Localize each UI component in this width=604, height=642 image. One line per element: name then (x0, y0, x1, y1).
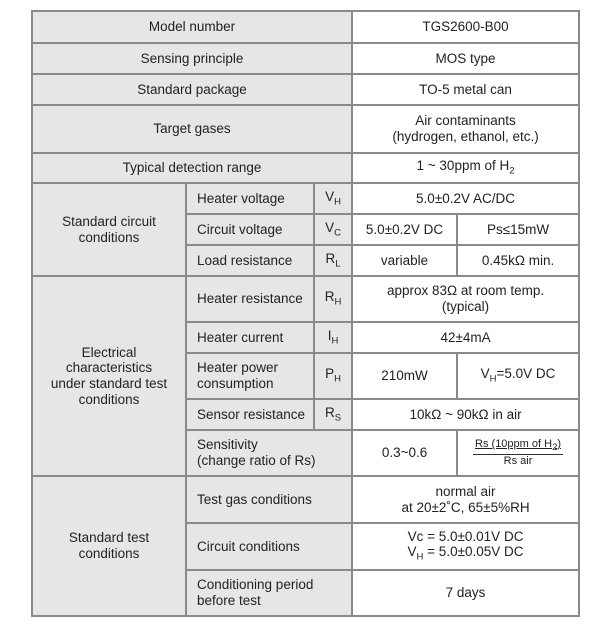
num-end: ) (557, 438, 562, 451)
label-heater-voltage: Heater voltage (186, 183, 314, 214)
value-conditioning: 7 days (352, 570, 579, 616)
num-text: Rs (10ppm of H (475, 438, 553, 451)
sym-sub: C (334, 227, 341, 239)
heater-power-label-line1: Heater power (197, 360, 279, 376)
vh-text: V (407, 544, 417, 560)
vh-text: V (480, 366, 490, 382)
fraction-numerator (473, 438, 563, 455)
value-heater-power: 210mW (352, 353, 457, 399)
label-load-resistance: Load resistance (186, 245, 314, 276)
group-electrical-line2: characteristics (65, 360, 153, 376)
value-model-number: TGS2600-B00 (352, 11, 579, 43)
group-electrical-line3: under standard test (50, 376, 168, 391)
spec-table (31, 10, 580, 617)
label-sensor-resistance: Sensor resistance (186, 399, 314, 430)
detection-range-text: 1 ~ 30ppm of H (416, 158, 510, 174)
label-heater-power (186, 353, 314, 399)
heater-power-label-line2: consumption (197, 376, 274, 391)
symbol-heater-voltage (314, 183, 352, 214)
value-sensing-principle: MOS type (352, 43, 579, 74)
group-electrical-line4: conditions (78, 391, 140, 407)
sym-sub: H (331, 335, 339, 347)
group-electrical-line1: Electrical (81, 344, 137, 360)
symbol-heater-current (314, 322, 352, 353)
value-standard-package: TO-5 metal can (352, 74, 579, 105)
value-sensitivity: 0.3~0.6 (352, 430, 457, 476)
sym-text: R (324, 404, 335, 420)
value-detection-range (352, 153, 579, 183)
row-test-gas (32, 476, 579, 523)
symbol-circuit-voltage (314, 214, 352, 245)
sensitivity-label-line2: (change ratio of Rs) (197, 453, 316, 468)
label-conditioning (186, 570, 352, 616)
value-target-gases (352, 105, 579, 153)
conditioning-label-line1: Conditioning period (197, 577, 314, 593)
sensitivity-fraction (473, 438, 563, 468)
row-standard-package (32, 74, 579, 105)
sym-text: V (325, 219, 335, 235)
group-test-conditions-line2: conditions (78, 546, 140, 561)
detection-range-sub: 2 (509, 165, 515, 177)
circuit-conditions-line1: Vc = 5.0±0.01V DC (407, 528, 524, 544)
group-standard-circuit-line2: conditions (78, 229, 140, 245)
label-standard-package: Standard package (32, 74, 352, 105)
label-heater-current: Heater current (186, 322, 314, 353)
group-electrical (32, 276, 186, 476)
sym-sub: H (334, 296, 342, 308)
sym-text: V (325, 188, 335, 204)
symbol-load-resistance (314, 245, 352, 276)
value-heater-resistance (352, 276, 579, 322)
label-model-number: Model number (32, 11, 352, 43)
sym-sub: H (334, 373, 341, 385)
group-test-conditions-line1: Standard test (68, 530, 150, 546)
value-sensor-resistance: 10kΩ ~ 90kΩ in air (352, 399, 579, 430)
value-circuit-voltage: 5.0±0.2V DC (352, 214, 457, 245)
row-heater-resistance (32, 276, 579, 322)
label-circuit-conditions: Circuit conditions (186, 523, 352, 570)
vh-sub: H (416, 552, 424, 564)
row-heater-voltage (32, 183, 579, 214)
target-gases-line2: (hydrogen, ethanol, etc.) (392, 129, 539, 144)
sensitivity-formula (457, 430, 579, 476)
vh-sub: H (489, 373, 497, 385)
label-circuit-voltage: Circuit voltage (186, 214, 314, 245)
row-sensing-principle (32, 43, 579, 74)
label-detection-range: Typical detection range (32, 153, 352, 183)
label-test-gas: Test gas conditions (186, 476, 352, 523)
sensitivity-label-line1: Sensitivity (197, 437, 258, 453)
conditioning-label-line2: before test (197, 593, 261, 608)
value-circuit-conditions (352, 523, 579, 570)
sym-text: P (325, 366, 335, 382)
value-heater-voltage: 5.0±0.2V AC/DC (352, 183, 579, 214)
sym-sub: L (335, 258, 341, 270)
row-model-number (32, 11, 579, 43)
value-load-resistance: variable (352, 245, 457, 276)
test-gas-line1: normal air (435, 483, 496, 499)
label-sensing-principle: Sensing principle (32, 43, 352, 74)
heater-resistance-line2: (typical) (441, 299, 490, 314)
sym-sub: H (334, 196, 341, 208)
row-target-gases (32, 105, 579, 153)
value-circuit-power: Ps≤15mW (457, 214, 579, 245)
group-standard-circuit-line1: Standard circuit (62, 213, 156, 229)
value-test-gas (352, 476, 579, 523)
vh-rest: =5.0V DC (496, 366, 556, 382)
heater-resistance-line1: approx 83Ω at room temp. (386, 283, 545, 299)
label-heater-resistance: Heater resistance (186, 276, 314, 322)
label-target-gases: Target gases (32, 105, 352, 153)
fraction-denominator: Rs air (503, 454, 533, 467)
num-sub: 2 (552, 442, 558, 454)
sym-text: R (324, 289, 335, 305)
sym-text: I (327, 327, 332, 343)
value-heater-current: 42±4mA (352, 322, 579, 353)
sym-sub: S (334, 412, 342, 424)
row-detection-range (32, 153, 579, 183)
label-sensitivity (186, 430, 352, 476)
symbol-heater-resistance (314, 276, 352, 322)
target-gases-line1: Air contaminants (415, 113, 516, 129)
value-load-resistance-min: 0.45kΩ min. (457, 245, 579, 276)
value-heater-power-voltage (457, 353, 579, 399)
vh-rest: = 5.0±0.05V DC (423, 544, 524, 560)
symbol-sensor-resistance (314, 399, 352, 430)
sym-text: R (325, 250, 336, 266)
test-gas-line2: at 20±2˚C, 65±5%RH (401, 499, 530, 515)
group-standard-circuit (32, 183, 186, 276)
symbol-heater-power (314, 353, 352, 399)
circuit-conditions-line2 (359, 544, 572, 564)
group-test-conditions (32, 476, 186, 616)
